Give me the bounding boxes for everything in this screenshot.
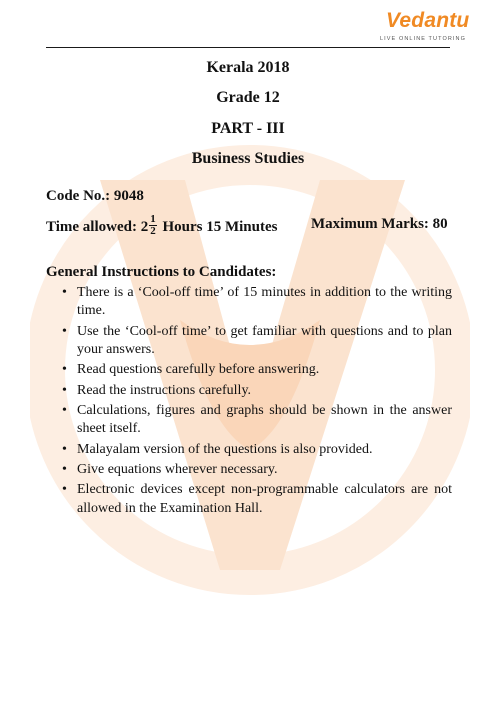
logo-wordmark: Vedantu [386, 9, 470, 32]
instruction-item: • Electronic devices except non-programmable calculators are not allowed in the Examination Hall. [62, 481, 452, 517]
exam-subject: Business Studies [191, 150, 305, 167]
instruction-item: • Malayalam version of the questions is also provided. [62, 441, 452, 459]
instruction-item: • Give equations wherever necessary. [62, 461, 452, 479]
time-prefix: Time allowed: 2 [46, 218, 149, 235]
instruction-item: • Calculations, figures and graphs should be shown in the answer sheet itself. [62, 402, 452, 438]
instructions-list [62, 284, 452, 520]
exam-board-year: Kerala 2018 [206, 59, 290, 76]
time-allowed [46, 213, 278, 239]
fraction-denominator: 2 [150, 225, 156, 237]
fraction-numerator: 1 [150, 213, 156, 225]
exam-grade: Grade 12 [216, 89, 280, 106]
time-fraction [149, 214, 157, 237]
instruction-item: • There is a ‘Cool-off time’ of 15 minutes in addition to the writing time. [62, 284, 452, 320]
instruction-item: • Read the instructions carefully. [62, 382, 452, 400]
instructions-heading: General Instructions to Candidates: [46, 264, 277, 280]
vedantu-logo [372, 9, 470, 43]
instruction-item: • Use the ‘Cool-off time’ to get familiar with questions and to plan your answers. [62, 323, 452, 359]
header-divider [46, 47, 450, 48]
logo-tagline: LIVE ONLINE TUTORING [380, 36, 466, 42]
code-number: Code No.: 9048 [46, 188, 144, 204]
time-suffix: Hours 15 Minutes [162, 218, 278, 235]
exam-part: PART - III [211, 120, 285, 137]
instruction-item: • Read questions carefully before answering. [62, 361, 452, 379]
maximum-marks: Maximum Marks: 80 [311, 216, 448, 232]
